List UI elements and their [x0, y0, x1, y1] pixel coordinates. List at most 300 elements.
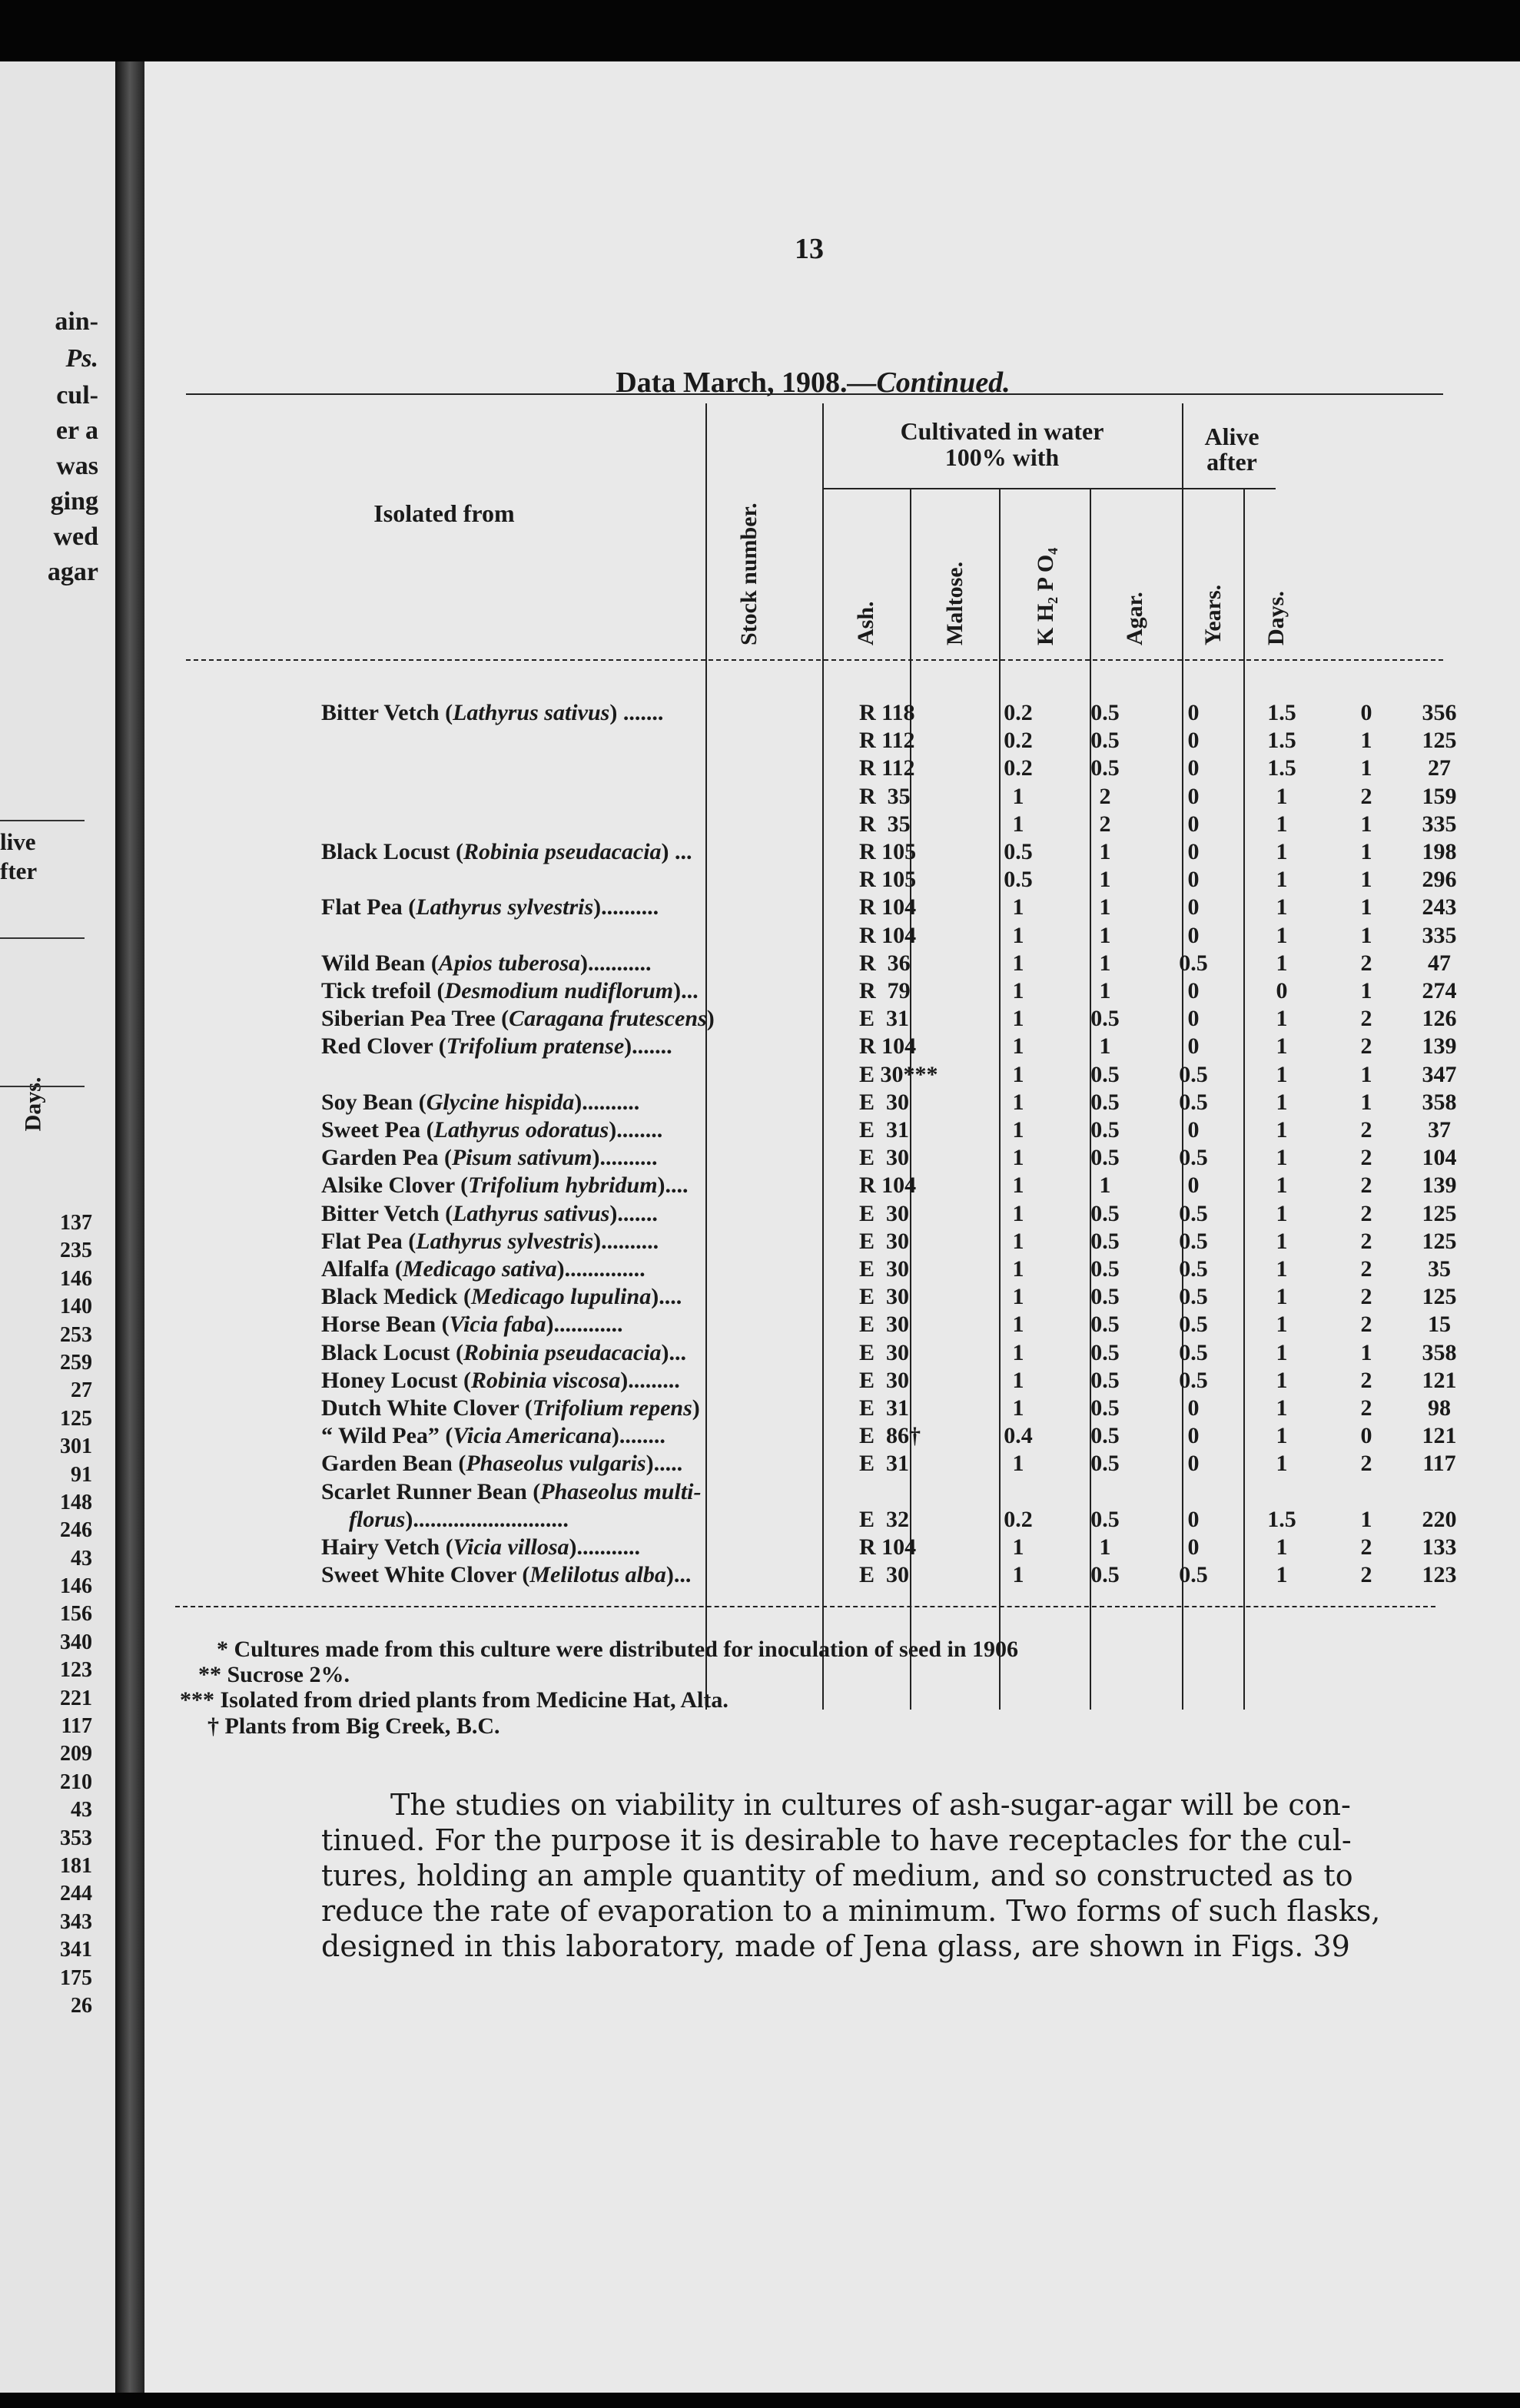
isolated-from-cell: Black Locust (Robinia pseudacacia)... [321, 1339, 687, 1365]
latin-name: Trifolium hybridum [468, 1172, 658, 1199]
ash-cell: 1 [1012, 1367, 1024, 1393]
ash-cell: 1 [1012, 1061, 1024, 1087]
common-name: Siberian Pea Tree [321, 1006, 496, 1032]
latin-name: Robinia viscosa [471, 1367, 621, 1393]
isolated-from-cell: Black Locust (Robinia pseudacacia) ... [321, 839, 692, 864]
prev-line: cul- [56, 381, 98, 410]
latin-name: Lathyrus sativus [453, 700, 610, 725]
days-cell: 121 [1422, 1423, 1457, 1449]
maltose-cell: 1 [1099, 1534, 1111, 1560]
years-cell: 1 [1360, 811, 1372, 837]
common-name: Bitter Vetch [321, 700, 440, 725]
isolated-from-cell: Soy Bean (Glycine hispida).......... [321, 1089, 640, 1115]
table-row [321, 977, 1474, 1005]
table-row [321, 1200, 1474, 1228]
table-row [321, 1255, 1474, 1283]
table-row [321, 699, 1474, 727]
ash-cell: 1 [1012, 1200, 1024, 1226]
agar-cell: 1 [1276, 922, 1288, 948]
maltose-cell: 0.5 [1090, 700, 1120, 725]
kh2po4-cell: 0 [1187, 783, 1200, 809]
prev-line: wed [53, 522, 98, 551]
years-cell: 2 [1360, 1006, 1372, 1032]
maltose-cell: 0.5 [1090, 1423, 1120, 1449]
prev-day-value: 123 [60, 1658, 92, 1683]
table-row [321, 1339, 1474, 1367]
kh2po4-cell: 0 [1187, 978, 1200, 1003]
kh2po4-cell: 0 [1187, 1117, 1200, 1143]
table-row [321, 727, 1474, 755]
stock-number-cell: E 32 [859, 1506, 910, 1532]
kh2po4-cell: 0.5 [1179, 1145, 1208, 1171]
years-cell: 2 [1360, 1534, 1372, 1560]
leader-dots: ... [673, 1562, 692, 1588]
years-cell: 1 [1360, 1089, 1372, 1115]
isolated-from-cell: Alfalfa (Medicago sativa).............. [321, 1256, 646, 1282]
stock-number-cell: R 35 [859, 783, 911, 809]
paragraph-line: The studies on viability in cultures of ash-sugar-agar will be con- [390, 1788, 1351, 1822]
ash-cell: 1 [1012, 1451, 1024, 1477]
header-after: after [1206, 448, 1257, 476]
isolated-from-cell: florus)........................... [349, 1506, 569, 1532]
agar-cell: 1.5 [1267, 728, 1296, 754]
common-name: Red Clover [321, 1033, 433, 1060]
prev-days-label: Days. [20, 1076, 46, 1132]
isolated-from-cell: Sweet Pea (Lathyrus odoratus)........ [321, 1117, 663, 1143]
days-cell: 274 [1422, 978, 1457, 1003]
leader-dots: .............. [564, 1256, 646, 1282]
years-cell: 1 [1360, 894, 1372, 920]
agar-cell: 1 [1276, 1562, 1288, 1588]
ash-cell: 0.2 [1004, 1506, 1033, 1532]
footnote-1: * Cultures made from this culture were distributed for inoculation of seed in 1906 [217, 1637, 1019, 1662]
stock-number-cell: E 30 [859, 1284, 910, 1310]
agar-cell: 0 [1276, 978, 1288, 1003]
agar-cell: 1 [1276, 894, 1288, 920]
latin-name: Trifolium pratense [446, 1033, 625, 1060]
days-cell: 220 [1422, 1506, 1457, 1532]
days-cell: 104 [1422, 1145, 1457, 1171]
header-stock-number: Stock number. [736, 502, 762, 645]
kh2po4-cell: 0 [1187, 922, 1200, 948]
ash-cell: 1 [1012, 1395, 1024, 1421]
common-name: Scarlet Runner Bean [321, 1478, 527, 1504]
stock-number-cell: E 30 [859, 1089, 910, 1115]
days-cell: 15 [1428, 1312, 1451, 1338]
paragraph-line: tures, holding an ample quantity of medium, and so constructed as to [321, 1859, 1353, 1892]
maltose-cell: 0.5 [1090, 728, 1120, 754]
agar-cell: 1 [1276, 1534, 1288, 1560]
days-cell: 139 [1422, 1033, 1457, 1060]
ash-cell: 1 [1012, 1172, 1024, 1199]
stock-number-cell: E 30 [859, 1562, 910, 1588]
years-cell: 1 [1360, 867, 1372, 893]
prev-line: er a [55, 416, 98, 445]
maltose-cell: 0.5 [1090, 1256, 1120, 1282]
agar-cell: 1 [1276, 1395, 1288, 1421]
table-row [321, 1395, 1474, 1422]
prev-day-value: 43 [71, 1546, 92, 1571]
kh2po4-cell: 0 [1187, 1172, 1200, 1199]
common-name: Garden Bean [321, 1451, 453, 1477]
leader-dots: .......... [601, 1228, 659, 1254]
prev-day-value: 27 [71, 1378, 92, 1403]
latin-name: florus [349, 1506, 406, 1532]
prev-line: ain- [55, 307, 98, 336]
years-cell: 1 [1360, 1061, 1372, 1087]
leader-dots: ....... [632, 1033, 672, 1060]
agar-cell: 1 [1276, 867, 1288, 893]
header-kh2po4: K H₂ P O₄ [1033, 547, 1058, 645]
ash-cell: 1 [1012, 783, 1024, 809]
isolated-from-cell: Wild Bean (Apios tuberosa)........... [321, 950, 652, 976]
years-cell: 1 [1360, 839, 1372, 864]
common-name: Alfalfa [321, 1256, 390, 1282]
stock-number-cell: R 104 [859, 1534, 917, 1560]
years-cell: 2 [1360, 1312, 1372, 1338]
maltose-cell: 0.5 [1090, 1061, 1120, 1087]
stock-number-cell: R 104 [859, 1172, 917, 1199]
prev-day-value: 146 [60, 1574, 92, 1599]
days-cell: 37 [1428, 1117, 1451, 1143]
years-cell: 2 [1360, 1256, 1372, 1282]
common-name: Bitter Vetch [321, 1200, 440, 1226]
prev-day-value: 353 [60, 1826, 92, 1850]
ash-cell: 1 [1012, 1117, 1024, 1143]
prev-day-value: 259 [60, 1350, 92, 1375]
latin-name: Phaseolus multi- [540, 1478, 702, 1504]
ash-cell: 1 [1012, 1312, 1024, 1338]
footnote-4: † Plants from Big Creek, B.C. [207, 1713, 500, 1739]
table-row [321, 950, 1474, 977]
stock-number-cell: R 105 [859, 867, 917, 893]
years-cell: 1 [1360, 728, 1372, 754]
days-cell: 358 [1422, 1339, 1457, 1365]
common-name: Wild Bean [321, 950, 426, 976]
common-name: Sweet Pea [321, 1117, 421, 1143]
kh2po4-cell: 0 [1187, 1506, 1200, 1532]
table-row [321, 1283, 1474, 1311]
agar-cell: 1 [1276, 783, 1288, 809]
days-cell: 125 [1422, 728, 1457, 754]
common-name: Alsike Clover [321, 1172, 455, 1199]
days-cell: 27 [1428, 755, 1451, 781]
latin-name: Pisum sativum [451, 1145, 592, 1171]
agar-cell: 1 [1276, 811, 1288, 837]
kh2po4-cell: 0.5 [1179, 1562, 1208, 1588]
paragraph-line: reduce the rate of evaporation to a minimum. Two forms of such flasks, [321, 1894, 1381, 1928]
subheader-rule [822, 488, 1276, 489]
ash-cell: 0.4 [1004, 1423, 1033, 1449]
stock-number-cell: E 30*** [859, 1061, 938, 1087]
years-cell: 2 [1360, 783, 1372, 809]
header-days: Days. [1263, 591, 1289, 645]
maltose-cell: 0.5 [1090, 1006, 1120, 1032]
ash-cell: 1 [1012, 1089, 1024, 1115]
prev-line: was [56, 452, 98, 480]
header-isolated-from: Isolated from [373, 499, 515, 527]
days-cell: 243 [1422, 894, 1457, 920]
maltose-cell: 0.5 [1090, 1451, 1120, 1477]
kh2po4-cell: 0.5 [1179, 1228, 1208, 1254]
stock-number-cell: R 36 [859, 950, 911, 976]
kh2po4-cell: 0.5 [1179, 1089, 1208, 1115]
agar-cell: 1 [1276, 1145, 1288, 1171]
years-cell: 1 [1360, 1506, 1372, 1532]
leader-dots: ........... [576, 1534, 641, 1560]
table-row [321, 755, 1474, 782]
leader-dots: ........ [619, 1423, 665, 1449]
days-cell: 125 [1422, 1284, 1457, 1310]
prev-day-value: 91 [71, 1462, 92, 1487]
ash-cell: 1 [1012, 811, 1024, 837]
title-main: Data March, 1908. [616, 367, 848, 399]
years-cell: 2 [1360, 1284, 1372, 1310]
isolated-from-cell: Garden Bean (Phaseolus vulgaris)..... [321, 1451, 683, 1477]
agar-cell: 1 [1276, 1367, 1288, 1393]
years-cell: 2 [1360, 950, 1372, 976]
prev-rule [0, 937, 85, 939]
ash-cell: 0.2 [1004, 755, 1033, 781]
table-row [321, 1422, 1474, 1450]
kh2po4-cell: 0.5 [1179, 1312, 1208, 1338]
prev-day-value: 301 [60, 1435, 92, 1459]
isolated-from-cell: Red Clover (Trifolium pratense)....... [321, 1033, 672, 1060]
common-name: Tick trefoil [321, 978, 432, 1003]
table-row [321, 1534, 1474, 1561]
years-cell: 0 [1360, 700, 1372, 725]
maltose-cell: 0.5 [1090, 1506, 1120, 1532]
stock-number-cell: R 35 [859, 811, 911, 837]
kh2po4-cell: 0.5 [1179, 1367, 1208, 1393]
common-name: Sweet White Clover [321, 1562, 516, 1588]
table-row [321, 783, 1474, 811]
table-row [321, 1172, 1474, 1199]
ash-cell: 1 [1012, 978, 1024, 1003]
latin-name: Robinia pseudacacia [463, 839, 662, 864]
leader-dots: ... [669, 1339, 687, 1365]
maltose-cell: 0.5 [1090, 1228, 1120, 1254]
days-cell: 296 [1422, 867, 1457, 893]
isolated-from-cell: Tick trefoil (Desmodium nudiflorum)... [321, 978, 699, 1003]
prev-line: Ps. [65, 344, 98, 373]
stock-number-cell: E 30 [859, 1145, 910, 1171]
days-cell: 35 [1428, 1256, 1451, 1282]
table-row [321, 894, 1474, 921]
stock-number-cell: E 30 [859, 1312, 910, 1338]
agar-cell: 1 [1276, 1172, 1288, 1199]
maltose-cell: 0.5 [1090, 1284, 1120, 1310]
stock-number-cell: R 112 [859, 755, 915, 781]
stock-number-cell: E 86† [859, 1423, 921, 1449]
common-name: “ Wild Pea” [321, 1423, 440, 1449]
days-cell: 356 [1422, 700, 1457, 725]
prev-day-value: 26 [71, 1993, 92, 2018]
prev-day-value: 210 [60, 1770, 92, 1794]
latin-name: Lathyrus sylvestris [416, 894, 594, 920]
table-row [321, 811, 1474, 838]
ash-cell: 1 [1012, 1534, 1024, 1560]
latin-name: Vicia villosa [453, 1534, 569, 1560]
table-row [321, 1478, 1474, 1506]
common-name: Black Locust [321, 839, 450, 864]
isolated-from-cell: Horse Bean (Vicia faba)............ [321, 1312, 623, 1338]
ash-cell: 1 [1012, 894, 1024, 920]
stock-number-cell: R 79 [859, 978, 911, 1003]
days-cell: 358 [1422, 1089, 1457, 1115]
prev-after-header: fter [0, 857, 38, 884]
maltose-cell: 0.5 [1090, 755, 1120, 781]
latin-name: Trifolium repens [532, 1395, 692, 1421]
previous-page-fragment [0, 61, 115, 2393]
kh2po4-cell: 0.5 [1179, 1200, 1208, 1226]
prev-day-value: 175 [60, 1965, 92, 1990]
ash-cell: 1 [1012, 1562, 1024, 1588]
table-bottom-rule [175, 1606, 1435, 1607]
stock-number-cell: R 104 [859, 922, 917, 948]
leader-dots: .... [665, 1172, 689, 1199]
years-cell: 1 [1360, 1339, 1372, 1365]
agar-cell: 1 [1276, 1200, 1288, 1226]
stock-number-cell: R 104 [859, 894, 917, 920]
days-cell: 347 [1422, 1061, 1457, 1087]
days-cell: 126 [1422, 1006, 1457, 1032]
kh2po4-cell: 0.5 [1179, 1061, 1208, 1087]
isolated-from-cell: Honey Locust (Robinia viscosa)......... [321, 1367, 680, 1393]
leader-dots: ....... [617, 700, 664, 725]
kh2po4-cell: 0.5 [1179, 1256, 1208, 1282]
ash-cell: 1 [1012, 1284, 1024, 1310]
leader-dots: .......... [599, 1145, 658, 1171]
leader-dots: ............ [553, 1312, 623, 1338]
stock-number-cell: E 30 [859, 1228, 910, 1254]
days-cell: 125 [1422, 1200, 1457, 1226]
kh2po4-cell: 0 [1187, 700, 1200, 725]
years-cell: 0 [1360, 1423, 1372, 1449]
leader-dots: ........... [588, 950, 652, 976]
prev-day-value: 340 [60, 1630, 92, 1654]
common-name: Black Medick [321, 1284, 458, 1310]
body-paragraph [321, 1787, 1451, 1964]
latin-name: Medicago sativa [402, 1256, 557, 1282]
years-cell: 2 [1360, 1367, 1372, 1393]
prev-day-value: 140 [60, 1295, 92, 1319]
kh2po4-cell: 0 [1187, 867, 1200, 893]
years-cell: 2 [1360, 1033, 1372, 1060]
stock-number-cell: E 30 [859, 1339, 910, 1365]
agar-cell: 1 [1276, 1256, 1288, 1282]
kh2po4-cell: 0 [1187, 1395, 1200, 1421]
maltose-cell: 0.5 [1090, 1089, 1120, 1115]
table-row [321, 1311, 1474, 1338]
stock-number-cell: E 31 [859, 1451, 910, 1477]
agar-cell: 1 [1276, 1339, 1288, 1365]
leader-dots: .......... [601, 894, 659, 920]
kh2po4-cell: 0 [1187, 755, 1200, 781]
ash-cell: 1 [1012, 1033, 1024, 1060]
table-row [321, 1450, 1474, 1478]
header-cultivated-2: 100% with [944, 443, 1060, 471]
paragraph-line: designed in this laboratory, made of Jena glass, are shown in Figs. 39 [321, 1929, 1350, 1963]
table-row [321, 1033, 1474, 1060]
kh2po4-cell: 0.5 [1179, 1284, 1208, 1310]
table-row [321, 838, 1474, 866]
prev-day-value: 244 [60, 1882, 92, 1906]
maltose-cell: 0.5 [1090, 1312, 1120, 1338]
paragraph-line: tinued. For the purpose it is desirable to have receptacles for the cul- [321, 1823, 1352, 1857]
common-name: Honey Locust [321, 1367, 458, 1393]
prev-day-value: 209 [60, 1742, 92, 1766]
maltose-cell: 0.5 [1090, 1117, 1120, 1143]
maltose-cell: 1 [1099, 922, 1111, 948]
latin-name: Lathyrus odoratus [433, 1117, 609, 1143]
prev-day-value: 253 [60, 1322, 92, 1347]
common-name: Dutch White Clover [321, 1395, 519, 1421]
years-cell: 2 [1360, 1228, 1372, 1254]
header-bottom-rule [186, 659, 1443, 661]
kh2po4-cell: 0 [1187, 894, 1200, 920]
table-row [321, 1089, 1474, 1116]
leader-dots: ......... [628, 1367, 680, 1393]
title-continued: —Continued. [847, 367, 1011, 399]
years-cell: 1 [1360, 978, 1372, 1003]
prev-day-value: 246 [60, 1518, 92, 1543]
prev-day-value: 148 [60, 1490, 92, 1514]
isolated-from-cell: Flat Pea (Lathyrus sylvestris).......... [321, 894, 659, 920]
years-cell: 1 [1360, 755, 1372, 781]
years-cell: 1 [1360, 922, 1372, 948]
prev-rule [0, 1086, 85, 1087]
ash-cell: 1 [1012, 1256, 1024, 1282]
agar-cell: 1 [1276, 1061, 1288, 1087]
years-cell: 2 [1360, 1117, 1372, 1143]
leader-dots: .... [659, 1284, 682, 1310]
years-cell: 2 [1360, 1562, 1372, 1588]
years-cell: 2 [1360, 1145, 1372, 1171]
days-cell: 47 [1428, 950, 1451, 976]
agar-cell: 1 [1276, 950, 1288, 976]
common-name: Flat Pea [321, 1228, 403, 1254]
maltose-cell: 1 [1099, 950, 1111, 976]
common-name: Garden Pea [321, 1145, 439, 1171]
table-row [321, 866, 1474, 894]
isolated-from-cell: Bitter Vetch (Lathyrus sativus) ....... [321, 700, 664, 725]
ash-cell: 1 [1012, 1228, 1024, 1254]
latin-name: Medicago lupulina [471, 1284, 652, 1310]
table-row [321, 1005, 1474, 1033]
ash-cell: 0.2 [1004, 728, 1033, 754]
prev-day-value: 221 [60, 1686, 92, 1710]
days-cell: 139 [1422, 1172, 1457, 1199]
isolated-from-cell: Hairy Vetch (Vicia villosa)........... [321, 1534, 641, 1560]
maltose-cell: 2 [1099, 811, 1111, 837]
kh2po4-cell: 0.5 [1179, 1339, 1208, 1365]
agar-cell: 1 [1276, 1033, 1288, 1060]
leader-dots: ........................... [413, 1506, 569, 1532]
prev-day-value: 146 [60, 1266, 92, 1291]
prev-line: agar [47, 558, 98, 586]
maltose-cell: 0.5 [1090, 1562, 1120, 1588]
maltose-cell: 1 [1099, 867, 1111, 893]
years-cell: 2 [1360, 1200, 1372, 1226]
isolated-from-cell: “ Wild Pea” (Vicia Americana)........ [321, 1423, 665, 1449]
prev-day-value: 343 [60, 1909, 92, 1934]
isolated-from-cell: Siberian Pea Tree (Caragana frutescens) [321, 1006, 715, 1032]
stock-number-cell: E 30 [859, 1256, 910, 1282]
isolated-from-cell: Dutch White Clover (Trifolium repens) [321, 1395, 700, 1421]
header-alive: Alive [1204, 423, 1259, 450]
agar-cell: 1 [1276, 1451, 1288, 1477]
